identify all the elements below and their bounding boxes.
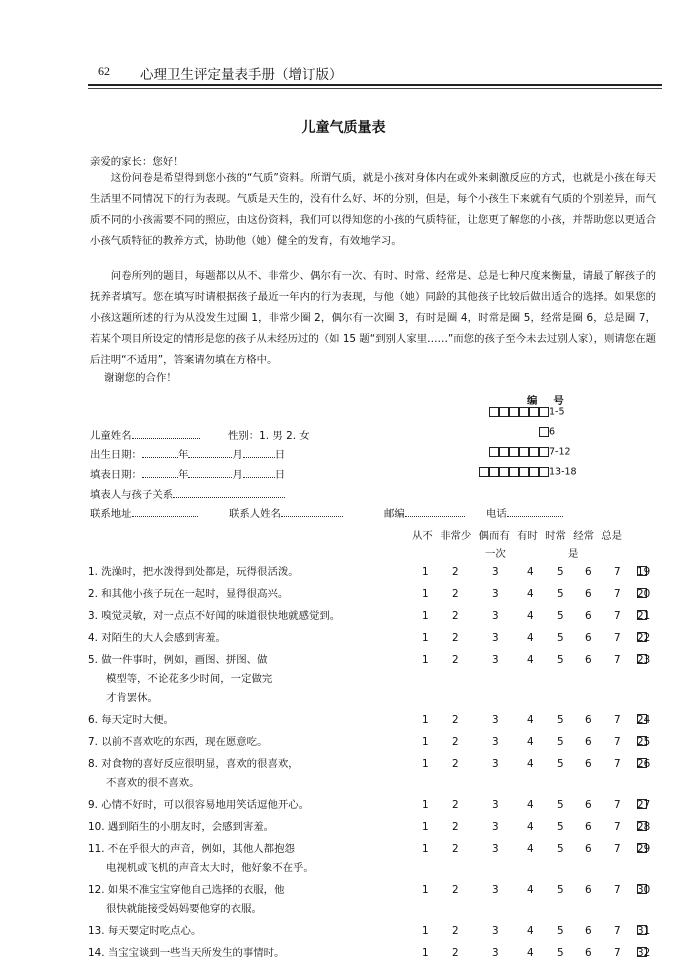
code-range-label: 1-5 [549,406,565,418]
question-text: 13. 每天要定时吃点心。 [88,925,202,937]
item-code-number: 28 [637,821,651,833]
scale-option[interactable]: 2 [452,925,459,937]
question-item [88,563,408,582]
code-row [539,426,555,438]
scale-option[interactable]: 2 [452,799,459,811]
relation-blank[interactable] [173,487,285,498]
scale-option[interactable]: 6 [585,843,592,855]
intro-paragraph-1: 这份问卷是希望得到您小孩的“气质”资料。所谓气质，就是小孩对身体内在或外来刺激反应的方式，也就是小孩在每天生活里不同情况下的行为表现。气质是天生的，没有什么好、坏的分别，但是，每个小孩生下来就有气质的个别差异，而气质不同的小孩需要不同的照应，由这份资料，我们可以得知您的小孩的气质特征，让您更了解您的小孩，并帮助您以更适合小孩气质特征的教养方式，协助他（她）健全的发育，有效地学习。 [90,172,656,247]
item-code-number: 24 [637,714,651,726]
contact-name-blank[interactable] [281,506,343,517]
child-name-blank[interactable] [132,428,200,439]
fill-day-blank[interactable] [243,467,275,478]
question-item [88,651,408,708]
scale-option[interactable]: 6 [585,610,592,622]
scale-option[interactable]: 2 [452,588,459,600]
scale-header: 从不 非常少 偶而有 有时 时常 经常 总是 [412,530,623,542]
scale-option[interactable]: 2 [452,843,459,855]
scale-header-sub1: 一次 [485,548,506,560]
question-item [88,629,408,648]
question-text: 9. 心情不好时，可以很容易地用笑话逗他开心。 [88,799,310,811]
question-item [88,585,408,604]
contact-name-label: 联系人姓名 [229,508,281,520]
gender-options[interactable]: 1. 男 2. 女 [259,430,310,442]
scale-option[interactable]: 7 [614,821,621,833]
question-text: 11. 不在乎很大的声音，例如，其他人都抱怨 [88,843,295,855]
scale-option[interactable]: 6 [585,925,592,937]
scale-option[interactable]: 4 [527,714,534,726]
code-range-label: 13-18 [549,466,577,478]
scale-option[interactable]: 3 [492,610,499,622]
scale-option[interactable]: 5 [557,843,564,855]
birth-year-blank[interactable] [142,447,178,458]
item-code-number: 25 [637,736,651,748]
scale-option[interactable]: 4 [527,884,534,896]
scale-option[interactable]: 5 [557,566,564,578]
scale-option[interactable]: 4 [527,610,534,622]
code-block-title: 编号 [527,395,580,407]
item-code-number: 32 [637,947,651,959]
question-item [88,755,408,793]
scale-option[interactable]: 7 [614,843,621,855]
scale-option[interactable]: 1 [422,736,429,748]
scale-option[interactable]: 4 [527,588,534,600]
page-title: 儿童气质量表 [301,120,386,136]
scale-option[interactable]: 6 [585,588,592,600]
item-code-number: 23 [637,654,651,666]
scale-option[interactable]: 3 [492,843,499,855]
scale-option[interactable]: 4 [527,566,534,578]
scale-option[interactable]: 2 [452,947,459,959]
scale-header-sub2: 是 [568,548,579,560]
contact-name-field [229,505,343,520]
scale-option[interactable]: 1 [422,947,429,959]
scale-option[interactable]: 1 [422,588,429,600]
scale-option[interactable]: 4 [527,758,534,770]
book-title: 心理卫生评定量表手册（增订版） [140,67,343,83]
question-text: 14. 当宝宝谈到一些当天所发生的事情时。 [88,947,285,959]
code-box[interactable] [499,447,509,457]
fill-date-field [90,466,285,481]
scale-option[interactable]: 5 [557,654,564,666]
item-code-number: 27 [637,799,651,811]
question-text: 8. 对食物的喜好反应很明显，喜欢的很喜欢， [88,758,299,770]
scale-option[interactable]: 7 [614,610,621,622]
item-code-number: 20 [637,588,651,600]
postcode-label: 邮编 [384,508,405,520]
fill-year-label: 年 [177,469,189,481]
scale-option[interactable]: 2 [452,632,459,644]
scale-option[interactable]: 2 [452,566,459,578]
scale-option[interactable]: 4 [527,632,534,644]
question-text: 12. 如果不准宝宝穿他自己选择的衣服，他 [88,884,285,896]
code-row [489,446,571,458]
scale-option[interactable]: 1 [422,925,429,937]
question-item [88,944,408,963]
fill-day-label: 日 [274,469,286,481]
phone-blank[interactable] [507,506,563,517]
child-name-label: 儿童姓名 [90,430,132,442]
code-box[interactable] [499,407,509,417]
item-code-number: 26 [637,758,651,770]
question-text: 3. 嗅觉灵敏，对一点点不好闻的味道很快地就感觉到。 [88,610,341,622]
item-code-number: 29 [637,843,651,855]
code-row [479,466,577,478]
code-box[interactable] [509,407,519,417]
scale-option[interactable]: 4 [527,736,534,748]
scale-option[interactable]: 5 [557,799,564,811]
code-box[interactable] [529,447,539,457]
birth-year-label: 年 [177,449,189,461]
question-item [88,881,408,919]
question-item [88,922,408,941]
scale-option[interactable]: 3 [492,714,499,726]
scale-option[interactable]: 3 [492,632,499,644]
code-row [489,406,565,418]
code-box[interactable] [539,467,549,477]
scale-option[interactable]: 4 [527,654,534,666]
intro-paragraph-2: 问卷所列的题目，每题都以从不、非常少、偶尔有一次、有时、时常、经常是、总是七种尺度来衡量，请最了解孩子的抚养者填写。您在填写时请根据孩子最近一年内的行为表现，与他（她）同龄的其他孩子比较后做出适合的选择。如果您的小孩这题所述的行为从没发生过圈 1，非常少圈 2，偶尔有一次圈 3，有时是圈 4，时常是圈 5，经常是圈 6，总是圈 7，若某个项目所设定的情形是您的孩子从未经历过的（如 15 题“到别人家里……”而您的孩子至今未去过别人家），则请您在题后注明“不适用”，答案请勿填在方格中。 [90,270,656,366]
scale-option[interactable]: 3 [492,736,499,748]
scale-option[interactable]: 7 [614,654,621,666]
scale-option[interactable]: 2 [452,884,459,896]
scale-option[interactable]: 1 [422,654,429,666]
phone-field [486,505,563,520]
question-text: 7. 以前不喜欢吃的东西，现在愿意吃。 [88,736,268,748]
question-text: 4. 对陌生的大人会感到害羞。 [88,632,226,644]
scale-option[interactable]: 5 [557,588,564,600]
scale-option[interactable]: 7 [614,799,621,811]
question-text: 5. 做一件事时，例如，画图、拼图、做 [88,654,268,666]
code-box[interactable] [509,447,519,457]
scale-option[interactable]: 2 [452,610,459,622]
scale-option[interactable]: 3 [492,947,499,959]
scale-option[interactable]: 3 [492,654,499,666]
birth-month-label: 月 [232,449,243,461]
question-text: 1. 洗澡时，把水泼得到处都是，玩得很活泼。 [88,566,299,578]
scale-option[interactable]: 2 [452,714,459,726]
fill-month-blank[interactable] [188,467,232,478]
code-box[interactable] [509,467,519,477]
scale-option[interactable]: 7 [614,632,621,644]
scale-option[interactable]: 4 [527,799,534,811]
question-text: 不喜欢的很不喜欢。 [106,777,200,789]
scale-option[interactable]: 3 [492,925,499,937]
birth-day-blank[interactable] [243,447,275,458]
scale-option[interactable]: 4 [527,821,534,833]
header-rule-thin [88,88,662,89]
scale-option[interactable]: 6 [585,884,592,896]
scale-option[interactable]: 4 [527,843,534,855]
thanks-text: 谢谢您的合作！ [104,372,177,384]
code-box[interactable] [539,407,549,417]
scale-option[interactable]: 4 [527,925,534,937]
scale-option[interactable]: 1 [422,632,429,644]
scale-option[interactable]: 1 [422,821,429,833]
question-item [88,840,408,878]
scale-option[interactable]: 3 [492,799,499,811]
page-number: 62 [98,64,110,78]
question-text: 10. 遇到陌生的小朋友时，会感到害羞。 [88,821,275,833]
code-box[interactable] [519,447,529,457]
scale-option[interactable]: 7 [614,714,621,726]
scale-option[interactable]: 5 [557,714,564,726]
scale-option[interactable]: 1 [422,799,429,811]
scale-option[interactable]: 5 [557,632,564,644]
code-box[interactable] [539,447,549,457]
code-range-label: 6 [549,426,556,438]
item-code-number: 19 [637,566,651,578]
birth-month-blank[interactable] [188,447,232,458]
address-blank[interactable] [132,506,198,517]
scale-option[interactable]: 7 [614,566,621,578]
question-text: 才肯罢休。 [106,692,158,704]
scale-option[interactable]: 5 [557,610,564,622]
code-box[interactable] [519,467,529,477]
relation-label: 填表人与孩子关系 [90,489,174,501]
greeting: 亲爱的家长：您好！ [90,156,184,168]
postcode-field [384,505,465,520]
code-box[interactable] [539,427,549,437]
scale-option[interactable]: 5 [557,925,564,937]
scale-option[interactable]: 1 [422,566,429,578]
phone-label: 电话 [486,508,507,520]
question-item [88,711,408,730]
scale-option[interactable]: 6 [585,632,592,644]
scale-option[interactable]: 1 [422,758,429,770]
scale-option[interactable]: 1 [422,843,429,855]
birth-day-label: 日 [274,449,286,461]
relation-field [90,486,285,501]
scale-option[interactable]: 1 [422,610,429,622]
question-item [88,796,408,815]
scale-option[interactable]: 6 [585,714,592,726]
scale-option[interactable]: 6 [585,758,592,770]
scale-option[interactable]: 7 [614,884,621,896]
scale-option[interactable]: 2 [452,821,459,833]
code-box[interactable] [489,447,499,457]
scale-option[interactable]: 6 [585,821,592,833]
address-field [90,505,198,520]
address-label: 联系地址 [90,508,132,520]
header-rule [88,84,662,86]
question-text: 模型等，不论花多少时间，一定做完 [106,673,273,685]
scale-option[interactable]: 6 [585,566,592,578]
question-text: 6. 每天定时大便。 [88,714,174,726]
code-range-label: 7-12 [549,446,571,458]
scale-option[interactable]: 3 [492,821,499,833]
gender-label: 性别： [228,430,260,442]
scale-option[interactable]: 5 [557,736,564,748]
fill-year-blank[interactable] [142,467,178,478]
postcode-blank[interactable] [405,506,465,517]
scale-option[interactable]: 2 [452,758,459,770]
scale-option[interactable]: 6 [585,947,592,959]
scale-option[interactable]: 2 [452,736,459,748]
scale-option[interactable]: 5 [557,758,564,770]
birth-date-field [90,446,285,461]
scale-option[interactable]: 5 [557,884,564,896]
scale-option[interactable]: 3 [492,884,499,896]
question-text: 很快就能接受妈妈要他穿的衣服。 [106,903,262,915]
scale-option[interactable]: 3 [492,758,499,770]
scale-option[interactable]: 1 [422,884,429,896]
scale-option[interactable]: 7 [614,925,621,937]
gender-field [228,427,310,442]
scale-option[interactable]: 4 [527,947,534,959]
scale-option[interactable]: 1 [422,714,429,726]
code-box[interactable] [529,407,539,417]
scale-option[interactable]: 6 [585,654,592,666]
fill-month-label: 月 [232,469,243,481]
birth-date-label: 出生日期： [90,449,142,461]
code-box[interactable] [479,467,489,477]
scale-option[interactable]: 5 [557,821,564,833]
fill-date-label: 填表日期： [90,469,142,481]
scale-option[interactable]: 5 [557,947,564,959]
code-box[interactable] [519,407,529,417]
scale-option[interactable]: 7 [614,947,621,959]
question-text: 电视机或飞机的声音太大时，他好象不在乎。 [106,862,314,874]
item-code-number: 21 [637,610,651,622]
question-item [88,818,408,837]
scale-option[interactable]: 7 [614,736,621,748]
scale-option[interactable]: 3 [492,566,499,578]
code-box[interactable] [499,467,509,477]
code-box[interactable] [529,467,539,477]
question-text: 2. 和其他小孩子玩在一起时，显得很高兴。 [88,588,289,600]
scale-option[interactable]: 3 [492,588,499,600]
scale-option[interactable]: 6 [585,736,592,748]
code-box[interactable] [489,407,499,417]
item-code-number: 30 [637,884,651,896]
question-item [88,733,408,752]
scale-option[interactable]: 7 [614,758,621,770]
child-name-field [90,427,200,442]
question-item [88,607,408,626]
item-code-number: 22 [637,632,651,644]
item-code-number: 31 [637,925,651,937]
scale-option[interactable]: 7 [614,588,621,600]
scale-option[interactable]: 2 [452,654,459,666]
scale-option[interactable]: 6 [585,799,592,811]
code-box[interactable] [489,467,499,477]
